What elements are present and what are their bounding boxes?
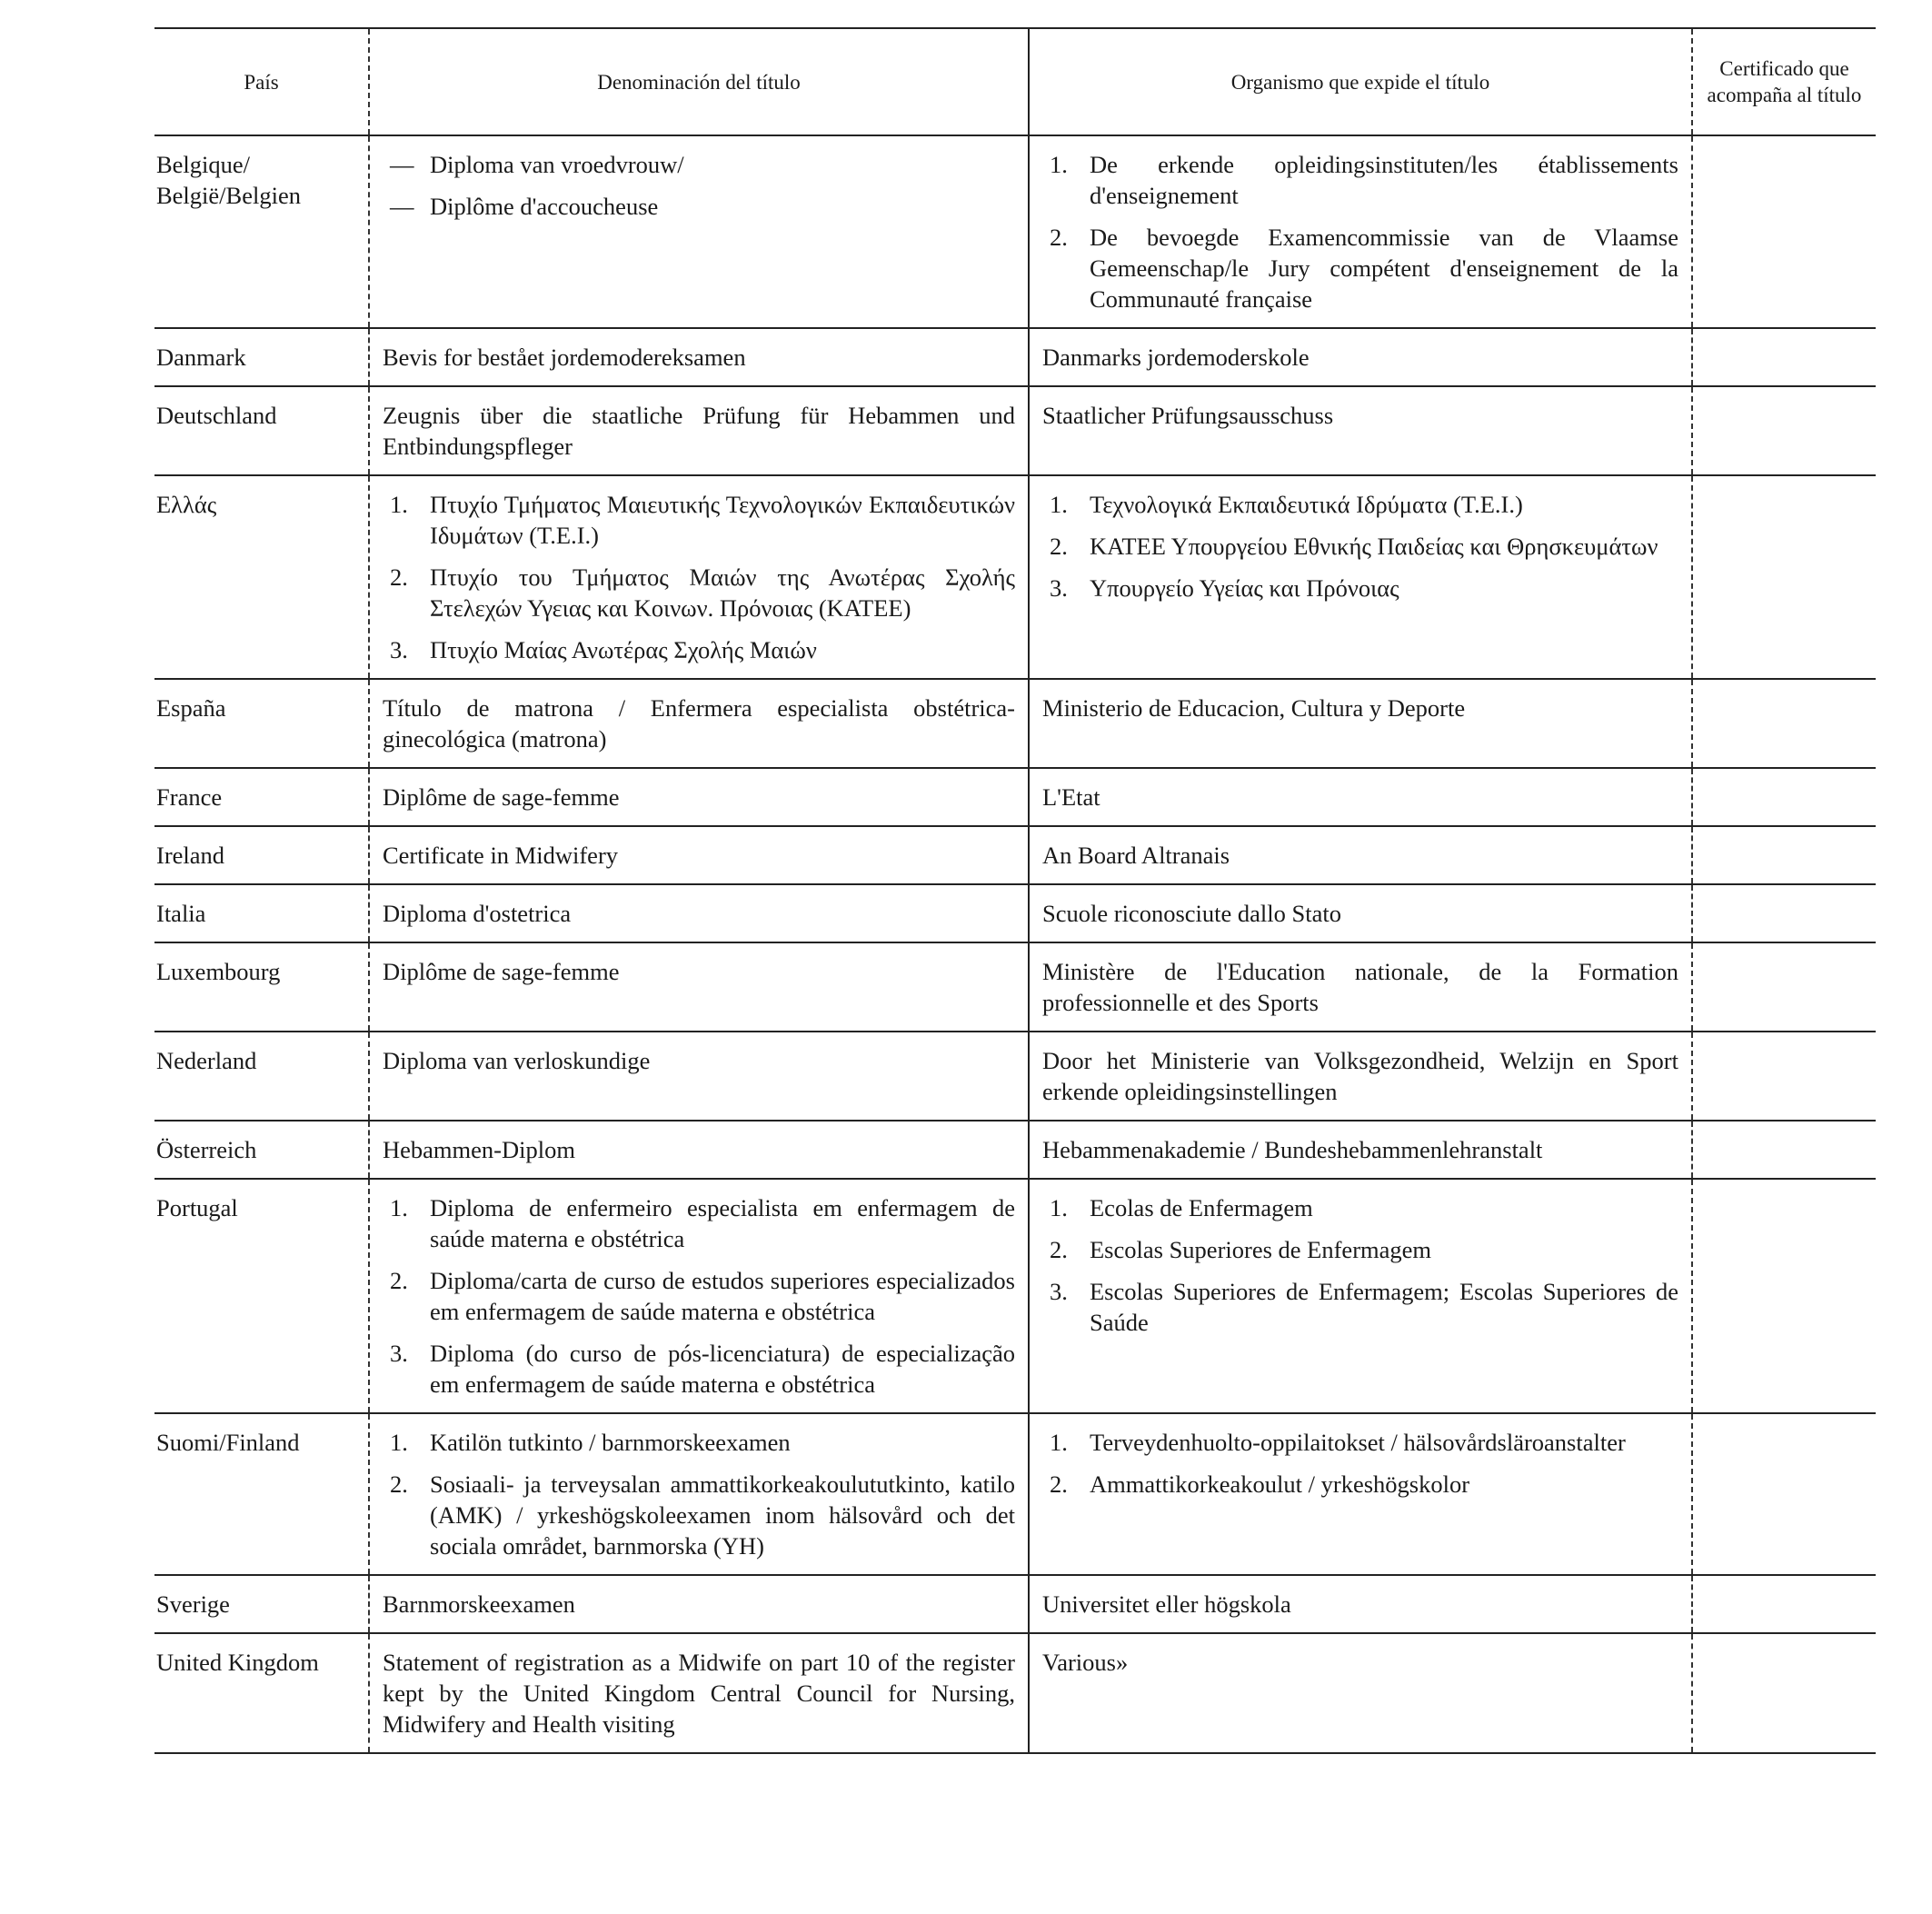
- header-issuing-body: Organismo que expide el título: [1029, 28, 1692, 135]
- diploma-title-list-item: [383, 1427, 1015, 1458]
- issuing-body-text: De erkende opleidingsinstituten/les établissements d'enseignement: [1090, 151, 1678, 209]
- table-row: [154, 328, 1876, 386]
- list-marker: 2.: [1050, 1470, 1068, 1498]
- issuing-body-cell: [1029, 475, 1692, 679]
- diploma-title-text: Diploma de enfermeiro especialista em enfermagem de saúde materna e obstétrica: [430, 1194, 1015, 1252]
- table-row: [154, 1575, 1876, 1633]
- country-cell: Sverige: [154, 1575, 369, 1633]
- list-marker: 3.: [1050, 574, 1068, 602]
- table-row: [154, 942, 1876, 1032]
- table-row: [154, 135, 1876, 328]
- certificate-cell: [1692, 826, 1876, 884]
- diploma-title-cell: [369, 826, 1029, 884]
- issuing-body-cell: [1029, 1633, 1692, 1753]
- diploma-title-list-item: [383, 191, 1015, 222]
- issuing-body-text: Staatlicher Prüfungsausschuss: [1042, 402, 1334, 429]
- header-certificate: Certificado que acompaña al título: [1692, 28, 1876, 135]
- list-marker: 1.: [1050, 1194, 1068, 1221]
- certificate-cell: [1692, 1121, 1876, 1179]
- certificate-cell: [1692, 679, 1876, 768]
- diploma-title-cell: [369, 135, 1029, 328]
- issuing-body-cell: [1029, 884, 1692, 942]
- issuing-body-list-item: [1042, 531, 1678, 562]
- issuing-body-text: Various»: [1042, 1649, 1129, 1676]
- list-marker: 2.: [390, 563, 408, 591]
- diploma-title-text: Katilön tutkinto / barnmorskeexamen: [430, 1429, 791, 1456]
- table-body: [154, 135, 1876, 1753]
- diploma-title-list-item: [383, 562, 1015, 623]
- issuing-body-list-item: [1042, 489, 1678, 520]
- list-marker: —: [390, 151, 414, 178]
- list-marker: 2.: [1050, 224, 1068, 251]
- issuing-body-cell: [1029, 386, 1692, 475]
- table-row: [154, 1633, 1876, 1753]
- diploma-title-text: Diplôme de sage-femme: [383, 783, 620, 811]
- issuing-body-list-item: [1042, 1192, 1678, 1223]
- issuing-body-list-item: [1042, 1276, 1678, 1338]
- certificate-cell: [1692, 768, 1876, 826]
- issuing-body-list-item: [1042, 573, 1678, 603]
- issuing-body-list-item: [1042, 1234, 1678, 1265]
- diploma-title-cell: [369, 1032, 1029, 1121]
- issuing-body-text: Terveydenhuolto-oppilaitokset / hälsovårdsläroanstalter: [1090, 1429, 1626, 1456]
- diploma-title-text: Diploma van vroedvrouw/: [430, 151, 684, 178]
- country-cell: Italia: [154, 884, 369, 942]
- issuing-body-text: Escolas Superiores de Enfermagem; Escolas Superiores de Saúde: [1090, 1278, 1678, 1336]
- list-marker: 2.: [390, 1470, 408, 1498]
- diploma-title-list-item: [383, 1192, 1015, 1254]
- diploma-title-text: Diploma (do curso de pós-licenciatura) de especialização em enfermagem de saúde materna e obstétrica: [430, 1340, 1015, 1398]
- country-cell: United Kingdom: [154, 1633, 369, 1753]
- issuing-body-list-item: [1042, 1469, 1678, 1500]
- diploma-title-cell: [369, 884, 1029, 942]
- issuing-body-text: Υπουργείο Υγείας και Πρόνοιας: [1090, 574, 1399, 602]
- issuing-body-text: Ecolas de Enfermagem: [1090, 1194, 1313, 1221]
- list-marker: 2.: [1050, 1236, 1068, 1263]
- diploma-title-cell: [369, 942, 1029, 1032]
- country-cell: France: [154, 768, 369, 826]
- issuing-body-cell: [1029, 1032, 1692, 1121]
- diploma-title-text: Πτυχίο του Τμήματος Μαιών της Ανωτέρας Σχολής Στελεχών Υγειας και Κοινων. Πρόνοιας (ΚΑΤΕΕ): [430, 563, 1015, 622]
- diploma-title-cell: [369, 1575, 1029, 1633]
- issuing-body-text: Door het Ministerie van Volksgezondheid, Welzijn en Sport erkende opleidingsinstellingen: [1042, 1047, 1678, 1105]
- issuing-body-text: Danmarks jordemoderskole: [1042, 344, 1310, 371]
- diploma-title-text: Bevis for bestået jordemodereksamen: [383, 344, 746, 371]
- list-marker: 3.: [1050, 1278, 1068, 1305]
- certificate-cell: [1692, 386, 1876, 475]
- header-row: [154, 28, 1876, 135]
- certificate-cell: [1692, 1032, 1876, 1121]
- table-row: [154, 1032, 1876, 1121]
- country-cell: Danmark: [154, 328, 369, 386]
- issuing-body-cell: [1029, 1413, 1692, 1575]
- diploma-title-list-item: [383, 1469, 1015, 1561]
- issuing-body-text: Ministère de l'Education nationale, de la Formation professionnelle et des Sports: [1042, 958, 1678, 1016]
- certificate-cell: [1692, 475, 1876, 679]
- country-cell: España: [154, 679, 369, 768]
- country-cell: Suomi/Finland: [154, 1413, 369, 1575]
- certificate-cell: [1692, 1575, 1876, 1633]
- issuing-body-cell: [1029, 679, 1692, 768]
- country-cell: Portugal: [154, 1179, 369, 1413]
- issuing-body-cell: [1029, 135, 1692, 328]
- issuing-body-cell: [1029, 1575, 1692, 1633]
- diploma-title-cell: [369, 386, 1029, 475]
- list-marker: 3.: [390, 636, 408, 663]
- diploma-title-text: Título de matrona / Enfermera especialista obstétrica-ginecológica (matrona): [383, 694, 1015, 753]
- diploma-title-text: Diploma/carta de curso de estudos superiores especializados em enfermagem de saúde materna e obstétrica: [430, 1267, 1015, 1325]
- diploma-title-text: Πτυχίο Μαίας Ανωτέρας Σχολής Μαιών: [430, 636, 817, 663]
- certificate-cell: [1692, 1179, 1876, 1413]
- diploma-title-text: Diplôme de sage-femme: [383, 958, 620, 985]
- diploma-table: [154, 27, 1876, 1754]
- diploma-title-text: Diploma van verloskundige: [383, 1047, 651, 1074]
- issuing-body-text: An Board Altranais: [1042, 842, 1230, 869]
- issuing-body-text: L'Etat: [1042, 783, 1100, 811]
- diploma-title-text: Barnmorskeexamen: [383, 1590, 575, 1618]
- issuing-body-text: Scuole riconosciute dallo Stato: [1042, 900, 1341, 927]
- table-row: [154, 386, 1876, 475]
- list-marker: 1.: [1050, 1429, 1068, 1456]
- diploma-title-text: Sosiaali- ja terveysalan ammattikorkeakoulututkinto, katilo (AMK) / yrkeshögskoleexamen inom hälsovård och det sociala området, barnmorska (YH): [430, 1470, 1015, 1560]
- diploma-title-cell: [369, 1179, 1029, 1413]
- country-cell: Belgique/ België/Belgien: [154, 135, 369, 328]
- table-row: [154, 768, 1876, 826]
- issuing-body-cell: [1029, 768, 1692, 826]
- diploma-title-list-item: [383, 149, 1015, 180]
- issuing-body-text: Universitet eller högskola: [1042, 1590, 1291, 1618]
- country-cell: Österreich: [154, 1121, 369, 1179]
- list-marker: 1.: [390, 1429, 408, 1456]
- table-row: [154, 1121, 1876, 1179]
- table-row: [154, 1413, 1876, 1575]
- table-row: [154, 884, 1876, 942]
- issuing-body-text: Ministerio de Educacion, Cultura y Deporte: [1042, 694, 1466, 722]
- issuing-body-text: Τεχνολογικά Εκπαιδευτικά Ιδρύματα (Τ.Ε.Ι.): [1090, 491, 1523, 518]
- diploma-title-list-item: [383, 489, 1015, 551]
- issuing-body-list-item: [1042, 149, 1678, 211]
- diploma-title-text: Statement of registration as a Midwife on part 10 of the register kept by the United Kingdom Central Council for Nursing, Midwifery and Health visiting: [383, 1649, 1015, 1738]
- country-cell: Ireland: [154, 826, 369, 884]
- diploma-title-text: Diploma d'ostetrica: [383, 900, 572, 927]
- country-cell: Ελλάς: [154, 475, 369, 679]
- country-cell: Luxembourg: [154, 942, 369, 1032]
- list-marker: 1.: [390, 491, 408, 518]
- issuing-body-text: ΚΑΤΕΕ Υπουργείου Εθνικής Παιδείας και Θρησκευμάτων: [1090, 533, 1658, 560]
- table-row: [154, 679, 1876, 768]
- table-row: [154, 826, 1876, 884]
- diploma-title-list-item: [383, 634, 1015, 665]
- diploma-title-cell: [369, 1121, 1029, 1179]
- header-country: País: [154, 28, 369, 135]
- certificate-cell: [1692, 135, 1876, 328]
- list-marker: 1.: [1050, 491, 1068, 518]
- diploma-title-cell: [369, 328, 1029, 386]
- table-row: [154, 1179, 1876, 1413]
- list-marker: 1.: [390, 1194, 408, 1221]
- diploma-title-list-item: [383, 1265, 1015, 1327]
- issuing-body-cell: [1029, 942, 1692, 1032]
- list-marker: 1.: [1050, 151, 1068, 178]
- certificate-cell: [1692, 1633, 1876, 1753]
- header-title: Denominación del título: [369, 28, 1029, 135]
- issuing-body-cell: [1029, 826, 1692, 884]
- diploma-title-text: Πτυχίο Τμήματος Μαιευτικής Τεχνολογικών Εκπαιδευτικών Ιδυμάτων (Τ.Ε.Ι.): [430, 491, 1015, 549]
- diploma-title-text: Zeugnis über die staatliche Prüfung für Hebammen und Entbindungspfleger: [383, 402, 1015, 460]
- issuing-body-text: Escolas Superiores de Enfermagem: [1090, 1236, 1432, 1263]
- diploma-title-cell: [369, 768, 1029, 826]
- country-cell: Nederland: [154, 1032, 369, 1121]
- issuing-body-list-item: [1042, 1427, 1678, 1458]
- diploma-title-cell: [369, 1633, 1029, 1753]
- list-marker: —: [390, 193, 414, 220]
- issuing-body-text: Ammattikorkeakoulut / yrkeshögskolor: [1090, 1470, 1470, 1498]
- certificate-cell: [1692, 328, 1876, 386]
- diploma-title-list-item: [383, 1338, 1015, 1400]
- list-marker: 2.: [1050, 533, 1068, 560]
- issuing-body-cell: [1029, 328, 1692, 386]
- diploma-title-cell: [369, 475, 1029, 679]
- certificate-cell: [1692, 884, 1876, 942]
- list-marker: 3.: [390, 1340, 408, 1367]
- issuing-body-cell: [1029, 1179, 1692, 1413]
- diploma-title-cell: [369, 1413, 1029, 1575]
- country-cell: Deutschland: [154, 386, 369, 475]
- issuing-body-text: Hebammenakademie / Bundeshebammenlehranstalt: [1042, 1136, 1543, 1163]
- diploma-title-text: Hebammen-Diplom: [383, 1136, 575, 1163]
- diploma-title-cell: [369, 679, 1029, 768]
- list-marker: 2.: [390, 1267, 408, 1294]
- issuing-body-list-item: [1042, 222, 1678, 314]
- diploma-title-text: Certificate in Midwifery: [383, 842, 619, 869]
- certificate-cell: [1692, 1413, 1876, 1575]
- issuing-body-text: De bevoegde Examencommissie van de Vlaamse Gemeenschap/le Jury compétent d'enseignement de la Communauté française: [1090, 224, 1678, 313]
- diploma-title-text: Diplôme d'accoucheuse: [430, 193, 659, 220]
- certificate-cell: [1692, 942, 1876, 1032]
- table-row: [154, 475, 1876, 679]
- issuing-body-cell: [1029, 1121, 1692, 1179]
